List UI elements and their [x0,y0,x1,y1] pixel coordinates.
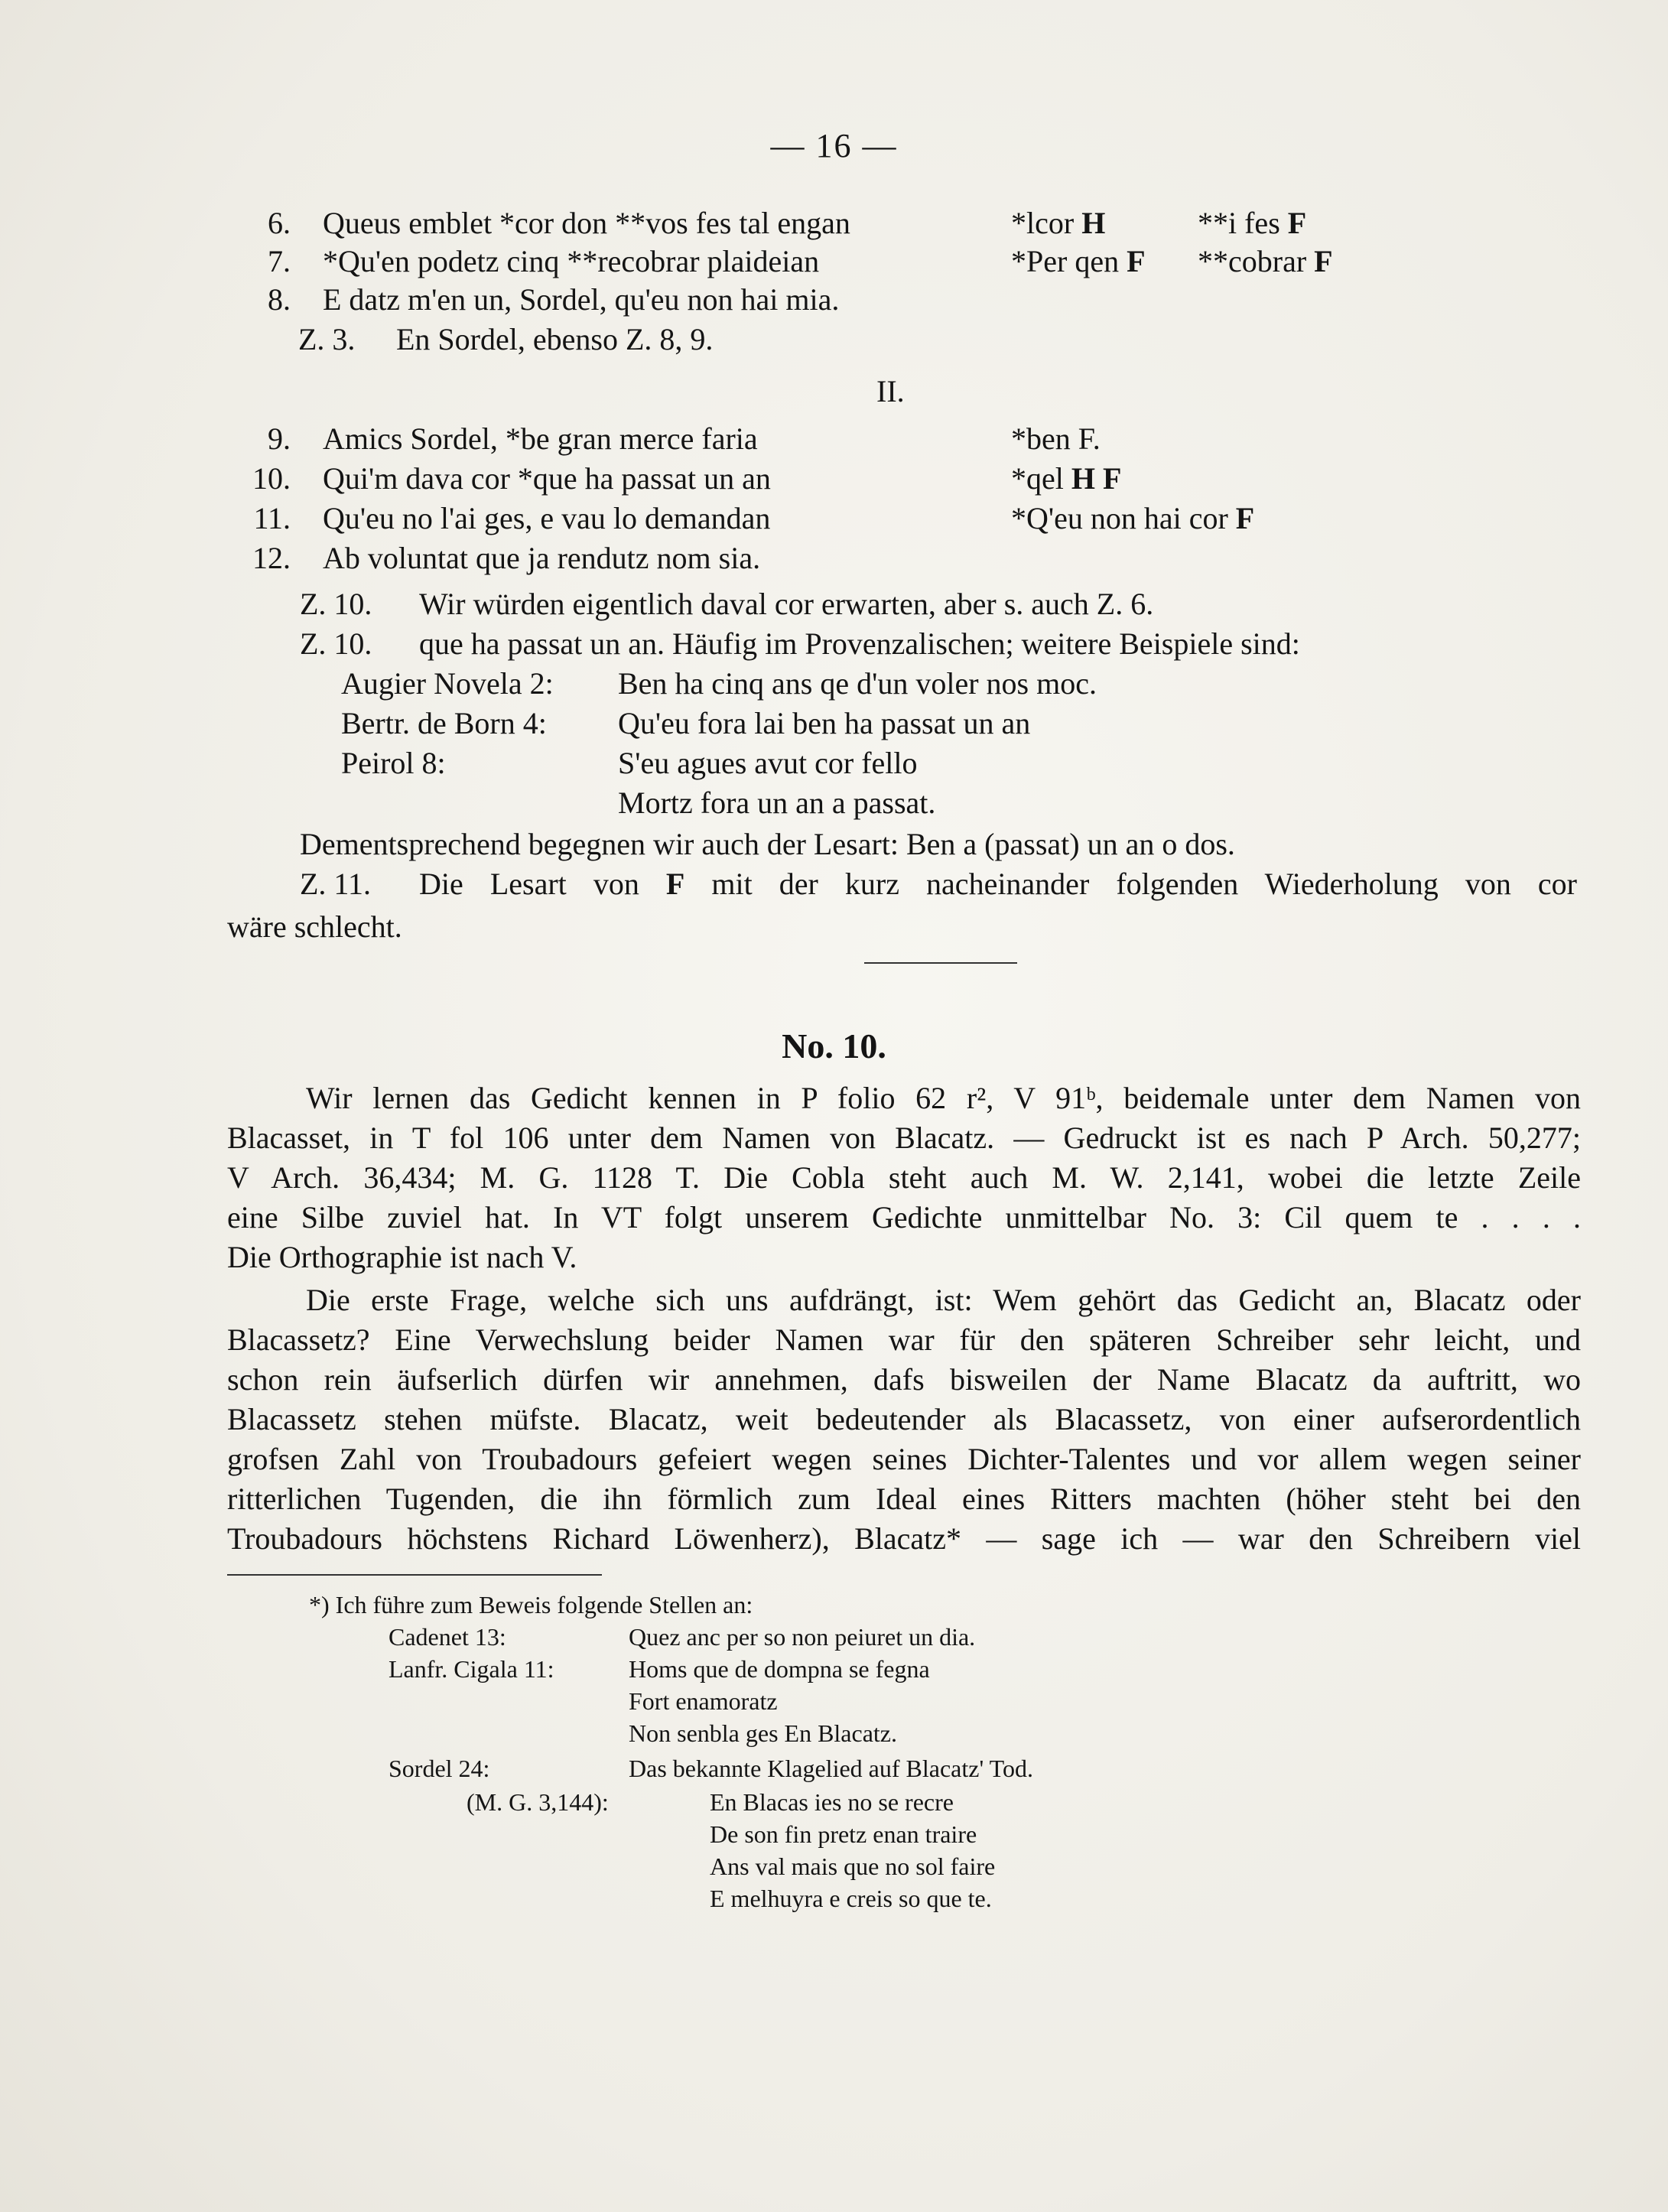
variant-note-10: *qel H F [1011,461,1122,496]
paragraph2-line-7: Troubadours höchstens Richard Löwenherz), Blacatz* — sage ich — war den Schreibern viel [227,1521,1581,1556]
verse-line-6: Queus emblet *cor don **vos fes tal engan [323,206,850,240]
dement-paragraph: Dementsprechend begegnen wir auch der Lesart: Ben a (passat) un an o dos. [300,827,1235,861]
stanza-numeral: II. [876,374,905,408]
footnote-rule [227,1574,602,1576]
paragraph1-line-1: Wir lernen das Gedicht kennen in P folio 62 r², V 91ᵇ, beidemale unter dem Namen von [306,1081,1581,1115]
footnote-quote-mg-2: De son fin pretz enan traire [710,1820,977,1848]
remark-z10a-label: Z. 10. [300,587,372,621]
footnote-quote-lanfr-2: Fort enamoratz [629,1687,778,1715]
example-source-3: Peirol 8: [341,746,446,780]
example-source-1: Augier Novela 2: [341,666,554,701]
footnote-source-cadenet: Cadenet 13: [389,1623,506,1651]
footnote-quote-lanfr-3: Non senbla ges En Blacatz. [629,1719,897,1747]
remark-z3-text: En Sordel, ebenso Z. 8, 9. [396,322,714,356]
example-quote-1: Ben ha cinq ans qe d'un voler nos moc. [618,666,1097,701]
line-number-9: 9. [268,421,291,456]
page-number: — 16 — [770,127,898,164]
variant-note-9: *ben F. [1011,421,1101,456]
section-title: No. 10. [782,1026,886,1065]
remark-z10b-text: que ha passat un an. Häufig im Provenzalischen; weitere Beispiele sind: [419,626,1300,661]
paragraph2-line-4: Blacassetz stehen müfste. Blacatz, weit bedeutender als Blacassetz, von einer aufserordentlich [227,1402,1581,1436]
paragraph2-line-2: Blacassetz? Eine Verwechslung beider Namen war für den späteren Schreiber sehr leicht, und [227,1322,1581,1357]
paragraph2-line-5: grofsen Zahl von Troubadours gefeiert wegen seines Dichter-Talentes und vor allem wegen seiner [227,1442,1581,1476]
footnote-source-lanfr: Lanfr. Cigala 11: [389,1655,554,1683]
remark-z11-text: Die Lesart von F mit der kurz nacheinander folgenden Wiederholung von cor [419,867,1577,901]
verse-line-8: E datz m'en un, Sordel, qu'eu non hai mia. [323,282,840,317]
verse-line-9: Amics Sordel, *be gran merce faria [323,421,758,456]
paragraph2-line-3: schon rein äufserlich dürfen wir annehmen, dafs bisweilen der Name Blacatz da auftritt, wo [227,1362,1581,1397]
footnote-quote-mg-3: Ans val mais que no sol faire [710,1853,996,1880]
paragraph2-line-6: ritterlichen Tugenden, die ihn förmlich zum Ideal eines Ritters machten (höher steht bei den [227,1482,1581,1516]
verse-line-11: Qu'eu no l'ai ges, e vau lo demandan [323,501,771,535]
variant-note-11: *Q'eu non hai cor F [1011,501,1255,535]
footnote-intro: *) Ich führe zum Beweis folgende Stellen an: [309,1591,753,1618]
verse-line-10: Qui'm dava cor *que ha passat un an [323,461,771,496]
paragraph1-line-4: eine Silbe zuviel hat. In VT folgt unserem Gedichte unmittelbar No. 3: Cil quem te . . . . [227,1200,1581,1234]
remark-z3-label: Z. 3. [298,322,356,356]
example-source-2: Bertr. de Born 4: [341,706,547,740]
example-quote-3: S'eu agues avut cor fello [618,746,918,780]
line-number-6: 6. [268,206,291,240]
footnote-quote-cadenet-1: Quez anc per so non peiuret un dia. [629,1623,976,1651]
example-quote-4: Mortz fora un an a passat. [618,786,936,820]
variant-note-6a: *lcor H [1011,206,1106,240]
footnote-source-mg: (M. G. 3,144): [467,1788,609,1816]
variant-note-6b: **i fes F [1198,206,1307,240]
paragraph1-line-2: Blacasset, in T fol 106 unter dem Namen von Blacatz. — Gedruckt ist es nach P Arch. 50,277; [227,1121,1581,1155]
remark-z10a-text: Wir würden eigentlich daval cor erwarten, aber s. auch Z. 6. [419,587,1154,621]
line-number-7: 7. [268,244,291,278]
paragraph2-line-1: Die erste Frage, welche sich uns aufdrängt, ist: Wem gehört das Gedicht an, Blacatz oder [306,1283,1581,1317]
verse-line-7: *Qu'en podetz cinq **recobrar plaideian [323,244,820,278]
footnote-quote-mg-4: E melhuyra e creis so que te. [710,1885,992,1912]
variant-note-7b: **cobrar F [1198,244,1333,278]
footnote-quote-sordel-1: Das bekannte Klagelied auf Blacatz' Tod. [629,1755,1033,1782]
paragraph1-line-3: V Arch. 36,434; M. G. 1128 T. Die Cobla steht auch M. W. 2,141, wobei die letzte Zeile [227,1160,1581,1195]
footnote-quote-mg-1: En Blacas ies no se recre [710,1788,954,1816]
variant-note-7a: *Per qen F [1011,244,1146,278]
remark-z10b-label: Z. 10. [300,626,372,661]
verse-line-12: Ab voluntat que ja rendutz nom sia. [323,541,761,575]
line-number-12: 12. [252,541,291,575]
line-number-11: 11. [253,501,291,535]
line-number-8: 8. [268,282,291,317]
line-number-10: 10. [252,461,291,496]
remark-z11-cont: wäre schlecht. [227,909,402,944]
section-divider [864,962,1017,964]
footnote-source-sordel: Sordel 24: [389,1755,490,1782]
remark-z11-label: Z. 11. [300,867,371,901]
paragraph1-line-5: Die Orthographie ist nach V. [227,1240,577,1274]
footnote-quote-lanfr-1: Homs que de dompna se fegna [629,1655,930,1683]
example-quote-2: Qu'eu fora lai ben ha passat un an [618,706,1031,740]
